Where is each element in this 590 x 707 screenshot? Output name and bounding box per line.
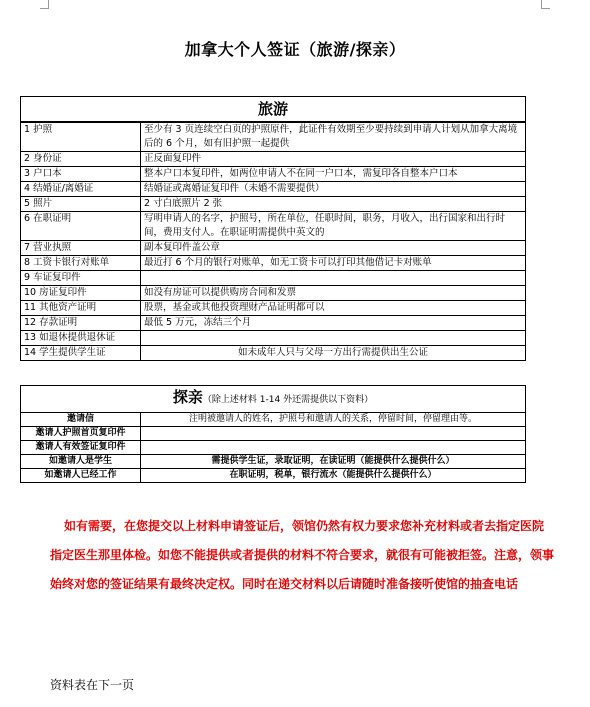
travel-desc: 如没有房证可以提供购房合同和发票 bbox=[141, 286, 526, 301]
travel-desc: 最近打 6 个月的银行对账单，如无工资卡可以打印其他借记卡对账单 bbox=[141, 256, 526, 271]
corner-mark-left bbox=[40, 0, 49, 9]
travel-desc bbox=[141, 331, 526, 346]
travel-desc: 股票，基金或其他投资理财产品证明都可以 bbox=[141, 301, 526, 316]
travel-item: 11 其他资产证明 bbox=[21, 301, 141, 316]
travel-desc: 如未成年人只与父母一方出行需提供出生公证 bbox=[141, 346, 526, 361]
table-row bbox=[21, 413, 526, 427]
visit-item: 邀请信 bbox=[21, 413, 141, 427]
visit-table bbox=[20, 385, 526, 483]
table-row bbox=[21, 331, 526, 346]
travel-item: 7 营业执照 bbox=[21, 241, 141, 256]
travel-desc: 至少有 3 页连续空白页的护照原件，此证件有效期至少要持续到申请人计划从加拿大离境后的 6 个月，如有旧护照一起提供 bbox=[141, 122, 526, 152]
table-row bbox=[21, 301, 526, 316]
visit-desc bbox=[141, 441, 526, 455]
travel-item: 10 房证复印件 bbox=[21, 286, 141, 301]
visit-heading-cell bbox=[21, 386, 526, 413]
travel-desc: 副本复印件盖公章 bbox=[141, 241, 526, 256]
table-row bbox=[21, 152, 526, 167]
notice-paragraph: 如有需要，在您提交以上材料申请签证后，领馆仍然有权力要求您补充材料或者去指定医院指定医生那里体检。如您不能提供或者提供的材料不符合要求，就很有可能被拒签。注意，领事始终对您的签证结果有最终决定权。同时在递交材料以后请随时准备接听使馆的抽查电话 bbox=[50, 519, 555, 591]
visit-item: 邀请人有效签证复印件 bbox=[21, 441, 141, 455]
table-row bbox=[21, 241, 526, 256]
visit-item: 邀请人护照首页复印件 bbox=[21, 427, 141, 441]
table-row bbox=[21, 197, 526, 212]
travel-item: 6 在职证明 bbox=[21, 212, 141, 241]
travel-item: 4 结婚证/离婚证 bbox=[21, 182, 141, 197]
travel-item: 5 照片 bbox=[21, 197, 141, 212]
travel-item: 2 身份证 bbox=[21, 152, 141, 167]
travel-item: 14 学生提供学生证 bbox=[21, 346, 141, 361]
table-row bbox=[21, 167, 526, 182]
travel-heading: 旅游 bbox=[21, 97, 526, 123]
travel-desc: 结婚证或离婚证复印件（未婚不需要提供） bbox=[141, 182, 526, 197]
travel-item: 1 护照 bbox=[21, 122, 141, 152]
visit-desc: 在职证明，税单，银行流水（能提供什么提供什么） bbox=[141, 469, 526, 483]
table-row bbox=[21, 316, 526, 331]
table-row bbox=[21, 212, 526, 241]
table-row bbox=[21, 271, 526, 286]
travel-item: 12 存款证明 bbox=[21, 316, 141, 331]
table-row bbox=[21, 286, 526, 301]
table-row bbox=[21, 122, 526, 152]
footer-note: 资料表在下一页 bbox=[50, 678, 135, 692]
table-row bbox=[21, 469, 526, 483]
visit-heading: 探亲 bbox=[172, 388, 203, 406]
travel-item: 9 车证复印件 bbox=[21, 271, 141, 286]
travel-desc: 2 寸白底照片 2 张 bbox=[141, 197, 526, 212]
travel-item: 3 户口本 bbox=[21, 167, 141, 182]
visit-desc bbox=[141, 427, 526, 441]
page-title: 加拿大个人签证（旅游/探亲） bbox=[184, 40, 406, 59]
visit-header-row bbox=[21, 386, 526, 413]
visit-desc: 注明被邀请人的姓名，护照号和邀请人的关系，停留时间，停留理由等。 bbox=[141, 413, 526, 427]
travel-table bbox=[20, 96, 526, 361]
table-row bbox=[21, 455, 526, 469]
table-row bbox=[21, 427, 526, 441]
visit-item: 如邀请人是学生 bbox=[21, 455, 141, 469]
travel-item: 13 如退休提供退休证 bbox=[21, 331, 141, 346]
travel-desc: 最低 5 万元，冻结三个月 bbox=[141, 316, 526, 331]
table-row bbox=[21, 346, 526, 361]
travel-desc bbox=[141, 271, 526, 286]
corner-mark-right bbox=[541, 0, 550, 9]
travel-item: 8 工资卡银行对账单 bbox=[21, 256, 141, 271]
travel-desc: 正反面复印件 bbox=[141, 152, 526, 167]
table-row bbox=[21, 256, 526, 271]
visit-heading-note: （除上述材料 1-14 外还需提供以下资料） bbox=[202, 395, 374, 405]
visit-item: 如邀请人已经工作 bbox=[21, 469, 141, 483]
table-row bbox=[21, 441, 526, 455]
travel-desc: 整本户口本复印件，如两位申请人不在同一户口本，需复印各自整本户口本 bbox=[141, 167, 526, 182]
visit-desc: 需提供学生证，录取证明，在读证明（能提供什么提供什么） bbox=[141, 455, 526, 469]
travel-desc: 写明申请人的名字，护照号，所在单位，任职时间，职务，月收入，出行国家和出行时间，费用支付人。在职证明需提供中英文的 bbox=[141, 212, 526, 241]
table-row bbox=[21, 182, 526, 197]
travel-header-row bbox=[21, 97, 526, 123]
